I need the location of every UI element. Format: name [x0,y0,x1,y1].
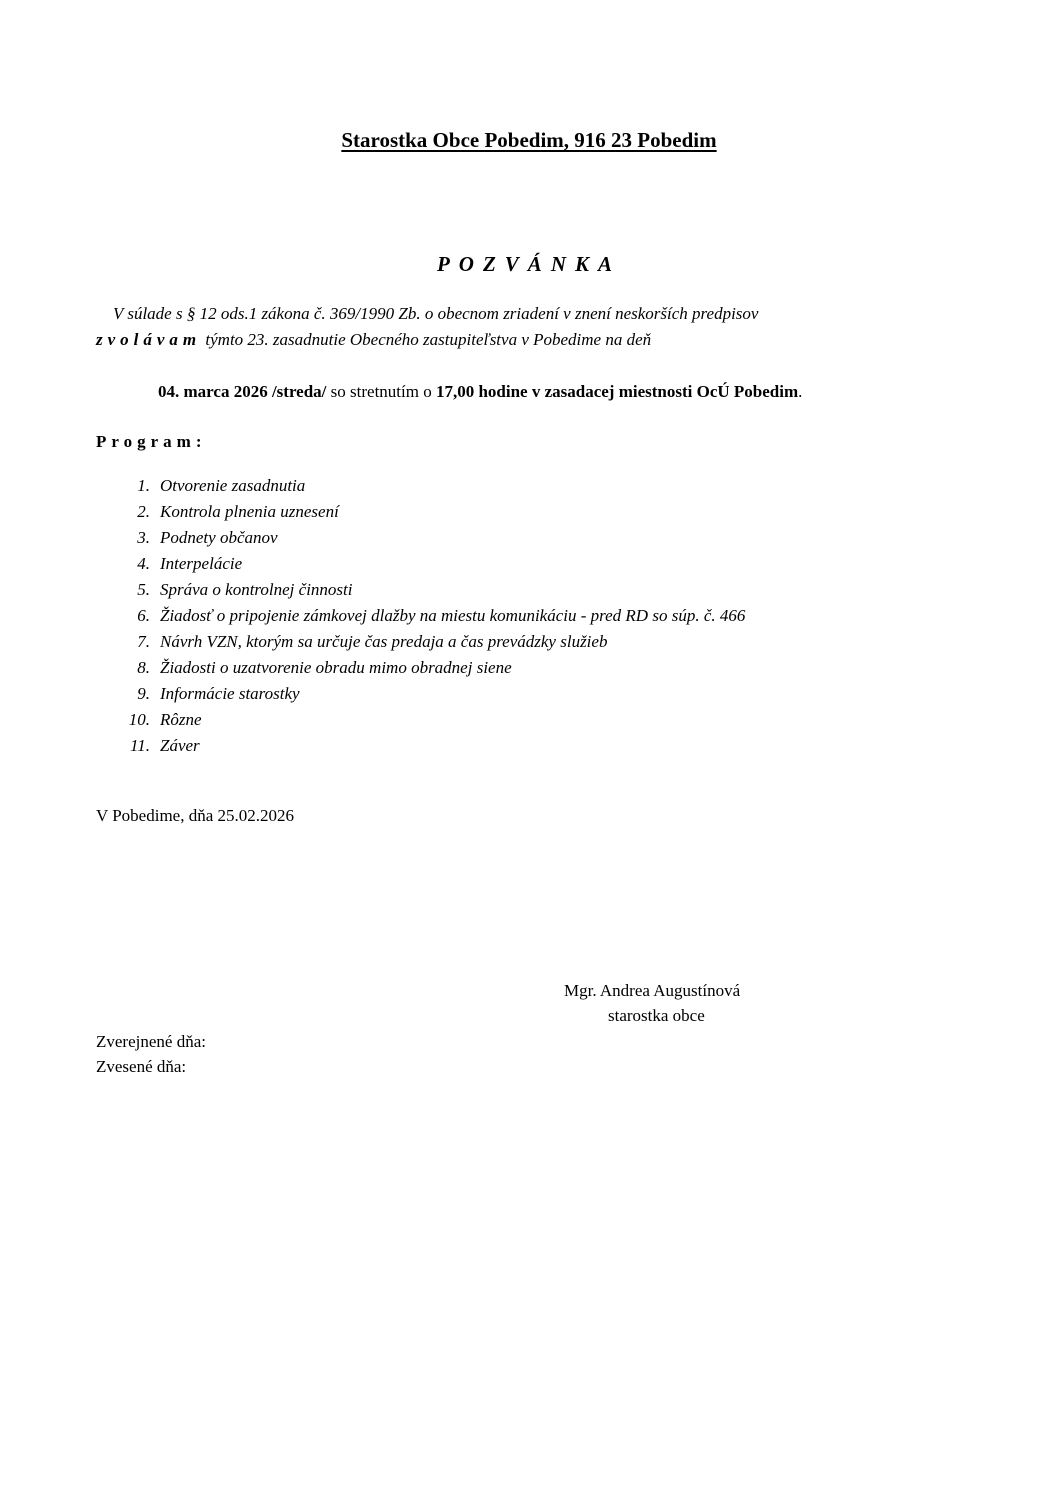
agenda-item-label: Otvorenie zasadnutia [160,476,306,495]
intro-legal-basis: V súlade s § 12 ods.1 zákona č. 369/1990 Zb. o obecnom zriadení v znení neskorších predpisov [113,304,759,323]
agenda-list [0,476,1058,762]
agenda-item [0,554,1058,580]
agenda-item [0,632,1058,658]
convocation-keyword: zvolávam [96,330,202,349]
agenda-item-number: 4. [137,554,150,573]
convocation-text: týmto 23. zasadnutie Obecného zastupiteľstva v Pobedime na deň [201,330,652,349]
agenda-item-label: Žiadosť o pripojenie zámkovej dlažby na miestu komunikáciu - pred RD so súp. č. 466 [160,606,746,625]
agenda-item-label: Kontrola plnenia uznesení [160,502,339,521]
agenda-item [0,580,1058,606]
meeting-date: 04. marca 2026 /streda/ [158,382,327,401]
agenda-item [0,606,1058,632]
agenda-item-number: 1. [137,476,150,495]
meeting-end: . [798,382,803,401]
agenda-item-number: 9. [137,684,150,703]
agenda-item [0,684,1058,710]
agenda-item [0,736,1058,762]
meeting-details [158,382,802,402]
agenda-item-number: 5. [137,580,150,599]
agenda-item-number: 11. [130,736,150,755]
agenda-item-label: Rôzne [160,710,202,729]
agenda-item-number: 2. [137,502,150,521]
agenda-item-number: 3. [137,528,150,547]
agenda-item [0,658,1058,684]
agenda-item-label: Záver [160,736,200,755]
place-date: V Pobedime, dňa 25.02.2026 [96,806,295,825]
agenda-item-number: 10. [128,710,150,729]
agenda-item-number: 6. [137,606,150,625]
program-heading: Program: [96,432,207,451]
agenda-item [0,476,1058,502]
agenda-item-number: 8. [137,658,150,677]
signatory-name: Mgr. Andrea Augustínová [564,981,741,1000]
meeting-middle-text: so stretnutím o [326,382,436,401]
document-title: POZVÁNKA [436,252,621,276]
agenda-item [0,710,1058,736]
signatory-role: starostka obce [608,1006,705,1025]
agenda-item-label: Podnety občanov [160,528,278,547]
intro-convocation [96,330,651,350]
meeting-time-place: 17,00 hodine v zasadacej miestnosti OcÚ Pobedim [435,382,799,401]
agenda-item-label: Interpelácie [160,554,243,573]
agenda-item-label: Správa o kontrolnej činnosti [160,580,353,599]
agenda-item-label: Žiadosti o uzatvorenie obradu mimo obradnej siene [160,658,512,677]
published-date-label: Zverejnené dňa: [96,1032,206,1051]
removed-date-label: Zvesené dňa: [96,1057,187,1076]
letterhead-title: Starostka Obce Pobedim, 916 23 Pobedim [341,128,717,152]
agenda-item-label: Informácie starostky [160,684,300,703]
agenda-item [0,528,1058,554]
agenda-item-number: 7. [137,632,150,651]
agenda-item-label: Návrh VZN, ktorým sa určuje čas predaja a čas prevádzky služieb [160,632,608,651]
agenda-item [0,502,1058,528]
